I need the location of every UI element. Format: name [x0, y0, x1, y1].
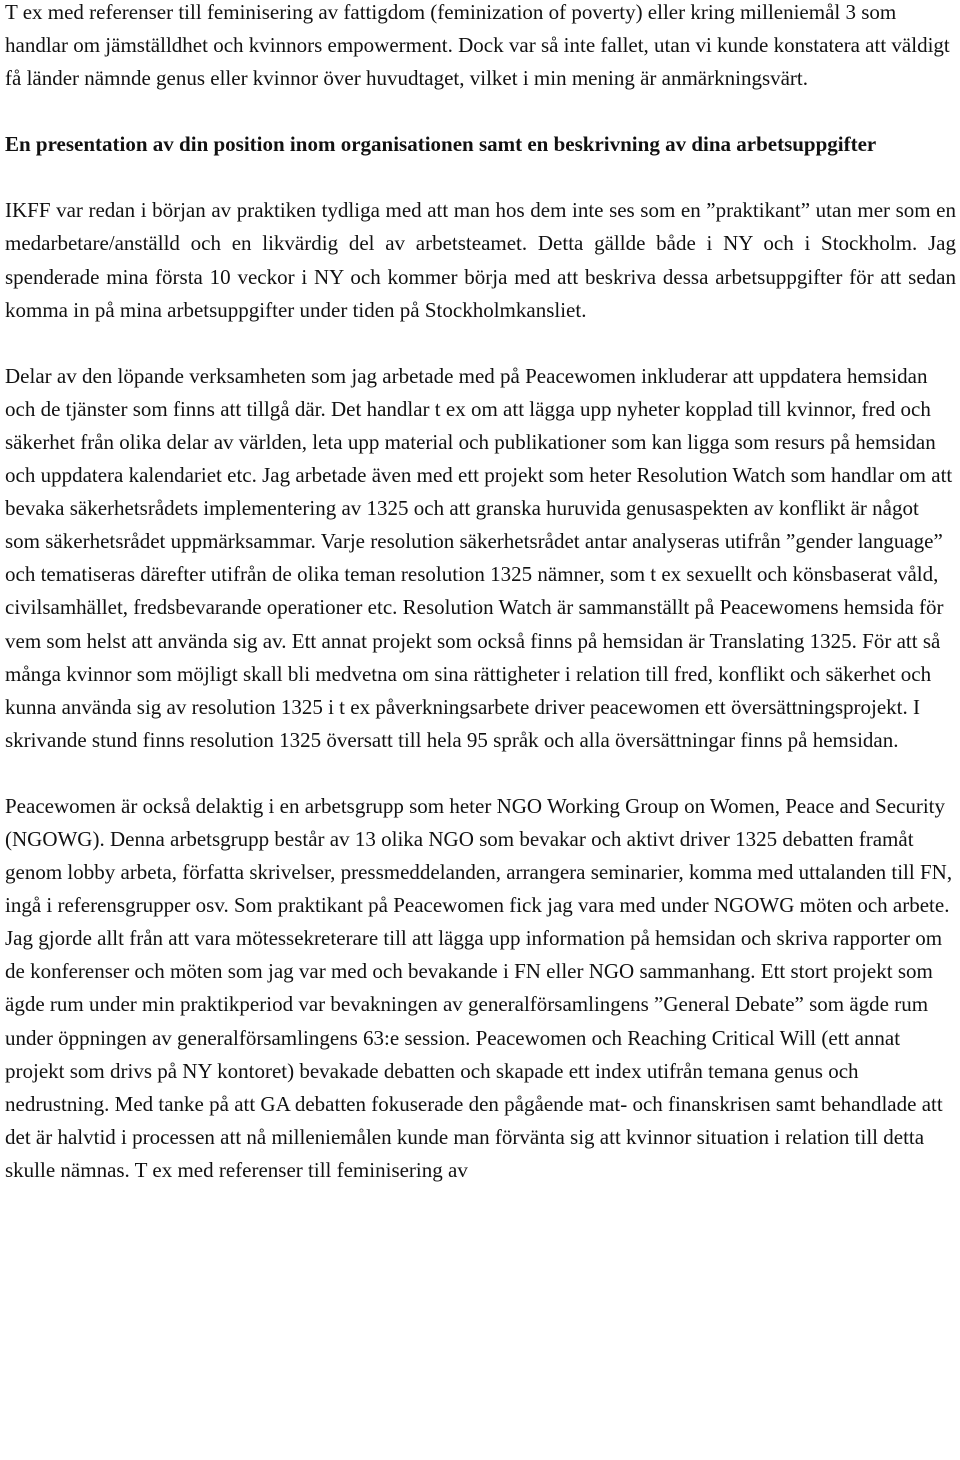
ngowg-paragraph: Peacewomen är också delaktig i en arbetsgrupp som heter NGO Working Group on Women, Peace and Security (NGOWG). Denna arbetsgrupp består av 13 olika NGO som bevakar och aktivt driver 1325 debatten framåt genom lobby arbeta, författa skrivelser, pressmeddelanden, arrangera seminarier, komma med uttalanden till FN, ingå i referensgrupper osv. Som praktikant på Peacewomen fick jag vara med under NGOWG möten och arbete. Jag gjorde allt från att vara mötessekreterare till att lägga upp information på hemsidan och skriva rapporter om de konferenser och möten som jag var med och bevakande i FN eller NGO sammanhang. Ett stort projekt som ägde rum under min praktikperiod var bevakningen av generalförsamlingens ”General Debate” som ägde rum under öppningen av generalförsamlingens 63:e session. Peacewomen och Reaching Critical Will (ett annat projekt som drivs på NY kontoret) bevakade debatten och skapade ett index utifrån temana genus och nedrustning. Med tanke på att GA debatten fokuserade den pågående mat- och finanskrisen samt behandlade att det är halvtid i processen att nå milleniemålen kunde man förvänta sig att kvinnor situation i relation till detta skulle nämnas. T ex med referenser till feminisering av — [5, 793, 953, 1182]
position-paragraph: IKFF var redan i början av praktiken tydliga med att man hos dem inte ses som en ”praktikant” utan mer som en medarbetare/anställd och en likvärdig del av arbetsteamet. Detta gällde både i NY och i Stockholm. Jag spenderade mina första 10 veckor i NY och kommer börja med att beskriva dessa arbetsuppgifter för att sedan komma in på mina arbetsuppgifter under tiden på Stockholmkansliet. — [5, 198, 956, 322]
intro-paragraph: T ex med referenser till feminisering av fattigdom (feminization of poverty) eller kring milleniemål 3 som handlar om jämställdhet och kvinnors empowerment. Dock var så inte fallet, utan vi kunde konstatera att väldigt få länder nämnde genus eller kvinnor över huvudtaget, vilket i min mening är anmärkningsvärt. — [5, 0, 950, 91]
section-heading: En presentation av din position inom organisationen samt en beskrivning av dina arbetsuppgifter — [5, 132, 877, 157]
peacewomen-tasks-paragraph: Delar av den löpande verksamheten som jag arbetade med på Peacewomen inkluderar att uppdatera hemsidan och de tjänster som finns att tillgå där. Det handlar t ex om att lägga upp nyheter kopplad till kvinnor, fred och säkerhet från olika delar av världen, leta upp material och publikationer som kan ligga som resurs på hemsidan och uppdatera kalendariet etc. Jag arbetade även med ett projekt som heter Resolution Watch som handlar om att bevaka säkerhetsrådets implementering av 1325 och att granska huruvida genusaspekten av konflikt är något som säkerhetsrådet uppmärksammar. Varje resolution säkerhetsrådet antar analyseras utifrån ”gender language” och tematiseras därefter utifrån de olika teman resolution 1325 nämner, som t ex sexuellt och könsbaserat våld, civilsamhället, fredsbevarande operationer etc. Resolution Watch är sammanställt på Peacewomens hemsida för vem som helst att använda sig av. Ett annat projekt som också finns på hemsidan är Translating 1325. För att så många kvinnor som möjligt skall bli medvetna om sina rättigheter i relation till fred, konflikt och säkerhet och kunna använda sig av resolution 1325 i t ex påverkningsarbete driver peacewomen ett översättningsprojekt. I skrivande stund finns resolution 1325 översatt till hela 95 språk och alla översättningar finns på hemsidan. — [5, 363, 953, 752]
